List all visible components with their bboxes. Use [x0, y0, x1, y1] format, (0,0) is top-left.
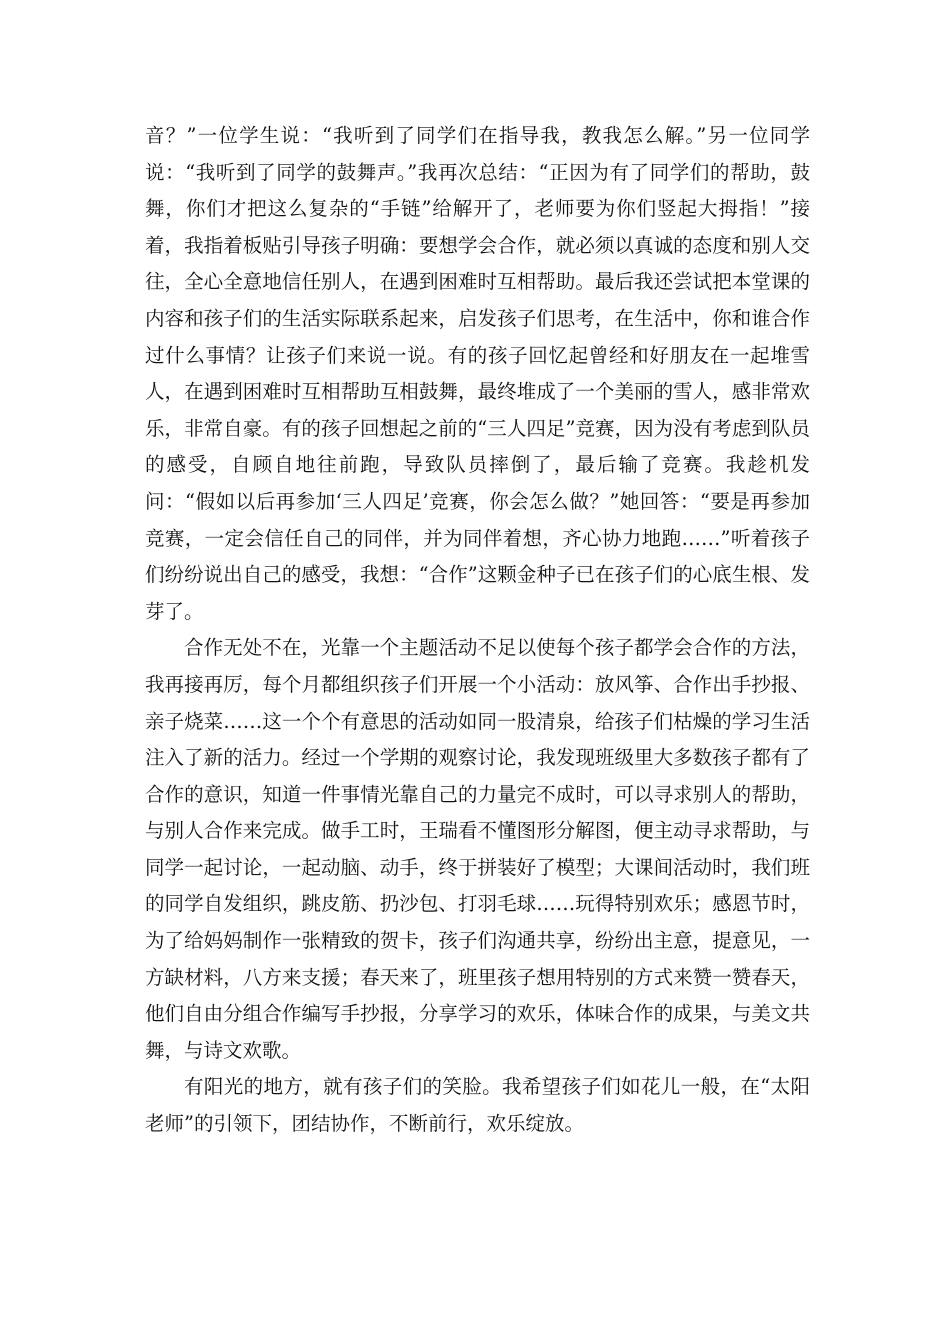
paragraph: 有阳光的地方，就有孩子们的笑脸。我希望孩子们如花儿一般，在“太阳老师”的引领下，团结协作，不断前行，欢乐绽放。: [145, 1075, 810, 1136]
document-body: [145, 118, 810, 1143]
paragraph-continued: 音？”一位学生说：“我听到了同学们在指导我，教我怎么解。”另一位同学说：“我听到了同学的鼓舞声。”我再次总结：“正因为有了同学们的帮助，鼓舞，你们才把这么复杂的“手链”给解开了，老师要为你们竖起大拇指！”接着，我指着板贴引导孩子明确：要想学会合作，就必须以真诚的态度和别人交往，全心全意地信任别人，在遇到困难时互相帮助。最后我还尝试把本堂课的内容和孩子们的生活实际联系起来，启发孩子们思考，在生活中，你和谁合作过什么事情？让孩子们来说一说。有的孩子回忆起曾经和好朋友在一起堆雪人，在遇到困难时互相帮助互相鼓舞，最终堆成了一个美丽的雪人，感非常欢乐，非常自豪。有的孩子回想起之前的“三人四足”竞赛，因为没有考虑到队员的感受，自顾自地往前跑，导致队员摔倒了，最后输了竞赛。我趁机发问：“假如以后再参加‘三人四足’竞赛，你会怎么做？”她回答：“要是再参加竞赛，一定会信任自己的同伴，并为同伴着想，齐心协力地跑……”听着孩子们纷纷说出自己的感受，我想：“合作”这颗金种子已在孩子们的心底生根、发芽了。: [145, 124, 810, 623]
paragraph: 合作无处不在，光靠一个主题活动不足以使每个孩子都学会合作的方法，我再接再厉，每个月都组织孩子们开展一个小活动：放风筝、合作出手抄报、亲子烧菜……这一个个有意思的活动如同一股清泉，给孩子们枯燥的学习生活注入了新的活力。经过一个学期的观察讨论，我发现班级里大多数孩子都有了合作的意识，知道一件事情光靠自己的力量完不成时，可以寻求别人的帮助，与别人合作来完成。做手工时，王瑞看不懂图形分解图，便主动寻求帮助，与同学一起讨论，一起动脑、动手，终于拼装好了模型；大课间活动时，我们班的同学自发组织，跳皮筋、扔沙包、打羽毛球……玩得特别欢乐；感恩节时，为了给妈妈制作一张精致的贺卡，孩子们沟通共享，纷纷出主意，提意见，一方缺材料，八方来支援；春天来了，班里孩子想用特别的方式来赞一赞春天，他们自由分组合作编写手抄报，分享学习的欢乐，体味合作的成果，与美文共舞，与诗文欢歌。: [145, 636, 810, 1062]
